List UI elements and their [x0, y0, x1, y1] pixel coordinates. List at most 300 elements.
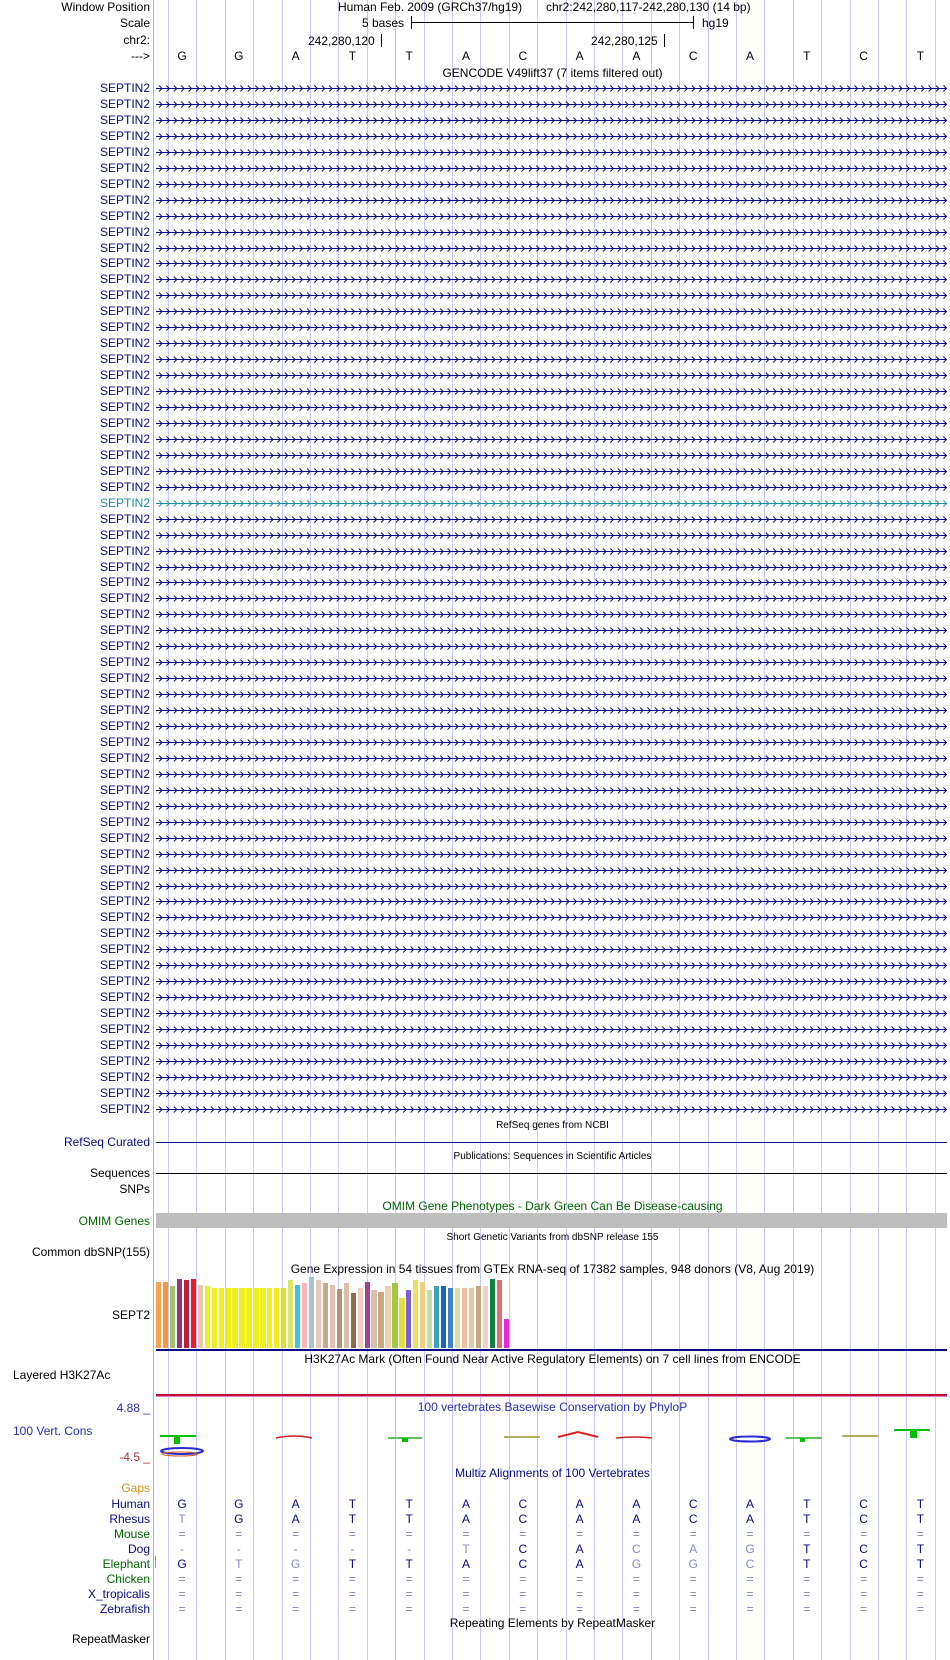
gencode-gene-label[interactable]: SEPTIN2: [99, 623, 150, 638]
alignment-base: =: [916, 1527, 924, 1541]
gencode-gene-label[interactable]: SEPTIN2: [99, 543, 150, 558]
species-label[interactable]: Zebrafish: [99, 1602, 150, 1616]
gtex-tissue-bar[interactable]: [191, 1279, 196, 1348]
gtex-bar-chart[interactable]: [156, 1276, 556, 1348]
alignment-base: =: [803, 1572, 811, 1586]
gtex-tissue-bar[interactable]: [385, 1286, 390, 1348]
base-letter: A: [575, 49, 584, 63]
gencode-gene-label[interactable]: SEPTIN2: [99, 942, 150, 957]
gtex-tissue-bar[interactable]: [434, 1286, 439, 1348]
alignment-base: -: [350, 1542, 355, 1556]
alignment-base: T: [916, 1497, 925, 1511]
gencode-gene-label[interactable]: SEPTIN2: [99, 782, 150, 797]
alignment-base: T: [916, 1512, 925, 1526]
gencode-transcript[interactable]: [156, 1104, 947, 1115]
gencode-transcript[interactable]: [156, 274, 947, 285]
gencode-transcript[interactable]: [156, 896, 947, 907]
gencode-gene-label[interactable]: SEPTIN2: [99, 336, 150, 351]
gtex-tissue-bar[interactable]: [497, 1280, 502, 1348]
gaps-label[interactable]: Gaps: [121, 1481, 150, 1495]
alignment-base: =: [235, 1527, 243, 1541]
gtex-tissue-bar[interactable]: [420, 1282, 425, 1348]
gtex-title[interactable]: Gene Expression in 54 tissues from GTEx RNA-seq of 17382 samples, 948 donors (V8, Aug 2019): [290, 1262, 815, 1276]
gencode-gene-label[interactable]: SEPTIN2: [99, 862, 150, 877]
gencode-transcript[interactable]: [156, 705, 947, 716]
gencode-gene-label[interactable]: SEPTIN2: [99, 687, 150, 702]
alignment-base: =: [746, 1602, 754, 1616]
gencode-transcript[interactable]: [156, 195, 947, 206]
alignment-base: =: [519, 1527, 527, 1541]
species-label[interactable]: Elephant: [102, 1557, 150, 1571]
gencode-transcript[interactable]: [156, 689, 947, 700]
gtex-tissue-bar[interactable]: [219, 1288, 224, 1348]
alignment-base: =: [746, 1572, 754, 1586]
gtex-tissue-bar[interactable]: [504, 1319, 509, 1348]
gtex-tissue-bar[interactable]: [156, 1282, 161, 1348]
assembly-text: Human Feb. 2009 (GRCh37/hg19): [338, 0, 523, 14]
alignment-base: G: [688, 1557, 698, 1571]
alignment-base: =: [632, 1602, 640, 1616]
gencode-transcript[interactable]: [156, 498, 947, 509]
gencode-transcript[interactable]: [156, 673, 947, 684]
gencode-gene-label[interactable]: SEPTIN2: [99, 431, 150, 446]
alignment-base: C: [518, 1542, 528, 1556]
gencode-transcript[interactable]: [156, 99, 947, 110]
gencode-transcript[interactable]: [156, 243, 947, 254]
alignment-base: =: [576, 1587, 584, 1601]
gtex-tissue-bar[interactable]: [239, 1288, 244, 1348]
alignment-base: T: [803, 1512, 811, 1526]
gencode-transcript[interactable]: [156, 593, 947, 604]
window-position-label: Window Position: [61, 0, 150, 14]
alignment-base: A: [632, 1497, 641, 1511]
gencode-gene-label[interactable]: SEPTIN2: [99, 272, 150, 287]
gencode-transcript[interactable]: [156, 147, 947, 158]
gtex-tissue-bar[interactable]: [226, 1288, 231, 1348]
gencode-gene-label[interactable]: SEPTIN2: [99, 112, 150, 127]
gencode-transcript[interactable]: [156, 115, 947, 126]
gencode-gene-label[interactable]: SEPTIN2: [99, 511, 150, 526]
alignment-base: T: [348, 1512, 357, 1526]
omim-title[interactable]: OMIM Gene Phenotypes - Dark Green Can Be Disease-causing: [382, 1199, 723, 1213]
alignment-base: =: [235, 1602, 243, 1616]
gtex-tissue-bar[interactable]: [260, 1288, 265, 1348]
gencode-transcript[interactable]: [156, 849, 947, 860]
alignment-base: A: [632, 1512, 641, 1526]
alignment-base: C: [632, 1542, 641, 1556]
alignment-base: =: [405, 1602, 413, 1616]
alignment-base: A: [291, 1512, 300, 1526]
gencode-transcript[interactable]: [156, 211, 947, 222]
gencode-transcript[interactable]: [156, 609, 947, 620]
alignment-base: -: [293, 1542, 298, 1556]
scale-text: 5 bases: [362, 16, 405, 30]
gencode-transcript[interactable]: [156, 1024, 947, 1035]
base-letter: A: [632, 49, 641, 63]
gencode-gene-label[interactable]: SEPTIN2: [99, 559, 150, 574]
phylop-label[interactable]: 100 Vert. Cons: [13, 1424, 93, 1438]
gtex-tissue-bar[interactable]: [344, 1283, 349, 1348]
gencode-gene-label[interactable]: SEPTIN2: [99, 224, 150, 239]
phylop-mark: [402, 1438, 408, 1442]
gtex-tissue-bar[interactable]: [288, 1280, 293, 1348]
species-label[interactable]: Mouse: [113, 1527, 150, 1541]
h3k27ac-title[interactable]: H3K27Ac Mark (Often Found Near Active Regulatory Elements) on 7 cell lines from ENCODE: [304, 1352, 801, 1366]
gencode-gene-label[interactable]: SEPTIN2: [99, 639, 150, 654]
gencode-gene-label[interactable]: SEPTIN2: [99, 384, 150, 399]
gencode-transcript[interactable]: [156, 450, 947, 461]
refseq-label[interactable]: RefSeq Curated: [63, 1135, 150, 1149]
alignment-base: =: [405, 1527, 413, 1541]
alignment-base: =: [519, 1587, 527, 1601]
gencode-gene-label[interactable]: SEPTIN2: [99, 830, 150, 845]
gencode-gene-label[interactable]: SEPTIN2: [99, 671, 150, 686]
gencode-gene-label[interactable]: SEPTIN2: [99, 894, 150, 909]
phylop-title[interactable]: 100 vertebrates Basewise Conservation by PhyloP: [417, 1400, 688, 1414]
gtex-tissue-bar[interactable]: [163, 1282, 168, 1348]
gencode-transcript[interactable]: [156, 721, 947, 732]
gencode-transcript[interactable]: [156, 881, 947, 892]
h3k27ac-signal-pink: [156, 1396, 947, 1397]
species-label[interactable]: Chicken: [106, 1572, 150, 1586]
gencode-transcript[interactable]: [156, 482, 947, 493]
gtex-tissue-bar[interactable]: [198, 1285, 203, 1348]
alignment-base: =: [576, 1602, 584, 1616]
gtex-tissue-bar[interactable]: [455, 1288, 460, 1348]
omim-feature-bar[interactable]: [156, 1213, 947, 1228]
gencode-gene-label[interactable]: SEPTIN2: [99, 750, 150, 765]
gencode-transcript[interactable]: [156, 817, 947, 828]
gencode-transcript[interactable]: [156, 338, 947, 349]
gencode-transcript[interactable]: [156, 227, 947, 238]
gencode-transcript[interactable]: [156, 625, 947, 636]
alignment-base: =: [235, 1587, 243, 1601]
alignment-base: =: [462, 1602, 470, 1616]
gtex-tissue-bar[interactable]: [267, 1288, 272, 1348]
gencode-gene-label[interactable]: SEPTIN2: [99, 192, 150, 207]
alignment-base: T: [178, 1512, 186, 1526]
gencode-gene-label[interactable]: SEPTIN2: [99, 1038, 150, 1052]
alignment-base: =: [803, 1602, 811, 1616]
publications-label[interactable]: Sequences: [89, 1166, 150, 1180]
gtex-tissue-bar[interactable]: [490, 1279, 495, 1348]
gtex-tissue-bar[interactable]: [246, 1288, 251, 1348]
elephant-gap-marker: [155, 1556, 156, 1568]
gencode-transcript[interactable]: [156, 402, 947, 413]
gtex-tissue-bar[interactable]: [448, 1288, 453, 1348]
alignment-base: C: [859, 1497, 868, 1511]
gtex-tissue-bar[interactable]: [462, 1288, 467, 1348]
gencode-transcript[interactable]: [156, 179, 947, 190]
gencode-transcript[interactable]: [156, 530, 947, 541]
gencode-gene-label[interactable]: SEPTIN2: [99, 1006, 150, 1021]
gencode-transcript[interactable]: [156, 434, 947, 445]
alignment-base: =: [803, 1527, 811, 1541]
phylop-max-label: 4.88 _: [116, 1401, 150, 1415]
gencode-transcript[interactable]: [156, 418, 947, 429]
alignment-base: -: [236, 1542, 241, 1556]
gencode-transcript[interactable]: [156, 657, 947, 668]
gtex-tissue-bar[interactable]: [330, 1285, 335, 1348]
base-letter: G: [234, 49, 244, 63]
dbsnp-label[interactable]: Common dbSNP(155): [31, 1245, 150, 1259]
gencode-gene-label[interactable]: SEPTIN2: [99, 575, 150, 590]
strand-label[interactable]: --->: [131, 49, 150, 63]
gtex-tissue-bar[interactable]: [212, 1288, 217, 1348]
alignment-base: =: [632, 1527, 640, 1541]
alignment-base: T: [803, 1542, 811, 1556]
coord-label-2: 242,280,125: [591, 34, 658, 48]
snps-label[interactable]: SNPs: [119, 1182, 150, 1196]
gencode-gene-label[interactable]: SEPTIN2: [99, 591, 150, 606]
gencode-gene-label[interactable]: SEPTIN2: [99, 527, 150, 542]
gencode-gene-label[interactable]: SEPTIN2: [99, 1085, 150, 1100]
gencode-gene-label[interactable]: SEPTIN2: [99, 958, 150, 973]
species-label[interactable]: Dog: [127, 1542, 150, 1556]
gencode-gene-label[interactable]: SEPTIN2: [99, 479, 150, 494]
refseq-title[interactable]: RefSeq genes from NCBI: [496, 1120, 609, 1131]
alignment-base: T: [916, 1542, 925, 1556]
repeatmasker-label[interactable]: RepeatMasker: [71, 1632, 150, 1646]
gencode-transcript[interactable]: [156, 546, 947, 557]
gtex-tissue-bar[interactable]: [170, 1286, 175, 1348]
publications-line[interactable]: [156, 1173, 947, 1174]
gencode-gene-label[interactable]: SEPTIN2: [99, 766, 150, 781]
gencode-gene-label[interactable]: SEPTIN2: [99, 878, 150, 893]
gencode-transcript[interactable]: [156, 1008, 947, 1019]
chrom-label: chr2:: [123, 33, 150, 47]
gencode-gene-label[interactable]: SEPTIN2: [99, 256, 150, 271]
gencode-transcript[interactable]: [156, 976, 947, 987]
gencode-gene-label[interactable]: SEPTIN2: [99, 798, 150, 813]
alignment-base: T: [405, 1512, 413, 1526]
gtex-tissue-bar[interactable]: [365, 1282, 370, 1348]
alignment-base: =: [178, 1602, 186, 1616]
gencode-transcript[interactable]: [156, 290, 947, 301]
gencode-gene-label[interactable]: SEPTIN2: [99, 655, 150, 670]
gencode-gene-label[interactable]: SEPTIN2: [99, 81, 150, 95]
alignment-base: =: [405, 1587, 413, 1601]
alignment-base: A: [461, 1557, 470, 1571]
gtex-tissue-bar[interactable]: [378, 1292, 383, 1348]
gencode-gene-label[interactable]: SEPTIN2: [99, 1069, 150, 1084]
alignment-base: T: [348, 1497, 357, 1511]
gtex-tissue-bar[interactable]: [371, 1290, 376, 1348]
gencode-transcript[interactable]: [156, 322, 947, 333]
gtex-tissue-bar[interactable]: [476, 1286, 481, 1348]
species-label[interactable]: X_tropicalis: [87, 1587, 150, 1601]
gencode-gene-label[interactable]: SEPTIN2: [99, 144, 150, 159]
gencode-transcript[interactable]: [156, 1088, 947, 1099]
alignment-base: A: [745, 1512, 754, 1526]
species-label[interactable]: Rhesus: [109, 1512, 150, 1526]
gencode-transcript[interactable]: [156, 737, 947, 748]
phylop-mark: [800, 1438, 805, 1442]
alignment-base: C: [688, 1497, 698, 1511]
gencode-gene-label[interactable]: SEPTIN2: [99, 288, 150, 303]
gencode-transcript[interactable]: [156, 306, 947, 317]
alignment-base: =: [462, 1572, 470, 1586]
gencode-transcript[interactable]: [156, 1040, 947, 1051]
coord-tick-1: [381, 34, 382, 47]
gencode-gene-label[interactable]: SEPTIN2: [99, 320, 150, 335]
gencode-gene-label[interactable]: SEPTIN2: [99, 447, 150, 462]
gencode-transcript[interactable]: [156, 641, 947, 652]
gencode-gene-label[interactable]: SEPTIN2: [99, 607, 150, 622]
species-label[interactable]: Human: [111, 1497, 150, 1511]
gtex-label[interactable]: SEPT2: [111, 1308, 150, 1322]
gencode-transcript[interactable]: [156, 1072, 947, 1083]
gencode-gene-label[interactable]: SEPTIN2: [99, 368, 150, 383]
alignment-base: C: [518, 1512, 528, 1526]
gencode-gene-label[interactable]: SEPTIN2: [99, 208, 150, 223]
gencode-gene-label[interactable]: SEPTIN2: [99, 495, 150, 510]
alignment-base: =: [689, 1587, 697, 1601]
alignment-base: -: [407, 1542, 412, 1556]
gencode-transcript[interactable]: [156, 577, 947, 588]
gtex-tissue-bar[interactable]: [351, 1293, 356, 1348]
gtex-tissue-bar[interactable]: [358, 1288, 363, 1348]
gencode-gene-label[interactable]: SEPTIN2: [99, 1101, 150, 1116]
gencode-gene-label[interactable]: SEPTIN2: [99, 1053, 150, 1068]
gencode-gene-label[interactable]: SEPTIN2: [99, 176, 150, 191]
gencode-gene-label[interactable]: SEPTIN2: [99, 400, 150, 414]
gtex-tissue-bar[interactable]: [483, 1286, 488, 1348]
gencode-transcript[interactable]: [156, 801, 947, 812]
gtex-tissue-bar[interactable]: [253, 1288, 258, 1348]
gencode-gene-label[interactable]: SEPTIN2: [99, 160, 150, 175]
gtex-tissue-bar[interactable]: [406, 1290, 411, 1348]
alignment-base: C: [859, 1542, 868, 1556]
phylop-wiggle[interactable]: [156, 1420, 947, 1462]
gencode-gene-label[interactable]: SEPTIN2: [99, 96, 150, 111]
gencode-transcript[interactable]: [156, 562, 947, 573]
gencode-transcript[interactable]: [156, 785, 947, 796]
gtex-tissue-bar[interactable]: [177, 1279, 182, 1348]
gtex-tissue-bar[interactable]: [205, 1286, 210, 1348]
multiz-title[interactable]: Multiz Alignments of 100 Vertebrates: [455, 1466, 650, 1480]
gtex-tissue-bar[interactable]: [295, 1285, 300, 1348]
gencode-gene-label[interactable]: SEPTIN2: [99, 910, 150, 925]
gencode-transcript[interactable]: [156, 992, 947, 1003]
coord-tick-2: [664, 34, 665, 47]
gencode-transcript[interactable]: [156, 928, 947, 939]
alignment-base: G: [234, 1512, 244, 1526]
repeatmasker-title[interactable]: Repeating Elements by RepeatMasker: [449, 1616, 656, 1630]
gencode-gene-label[interactable]: SEPTIN2: [99, 926, 150, 941]
alignment-base: A: [745, 1497, 754, 1511]
alignment-base: C: [745, 1557, 755, 1571]
gencode-gene-label[interactable]: SEPTIN2: [99, 352, 150, 367]
gencode-gene-label[interactable]: SEPTIN2: [99, 415, 150, 430]
alignment-base: =: [860, 1527, 868, 1541]
gencode-gene-label[interactable]: SEPTIN2: [99, 974, 150, 989]
alignment-base: A: [575, 1557, 584, 1571]
alignment-base: =: [519, 1602, 527, 1616]
gencode-gene-label[interactable]: SEPTIN2: [99, 814, 150, 829]
gtex-tissue-bar[interactable]: [281, 1288, 286, 1348]
alignment-base: A: [291, 1497, 300, 1511]
gencode-transcript[interactable]: [156, 466, 947, 477]
gencode-gene-label[interactable]: SEPTIN2: [99, 1022, 150, 1037]
base-letter: T: [803, 49, 811, 63]
dbsnp-title[interactable]: Short Genetic Variants from dbSNP release 155: [446, 1232, 659, 1243]
gencode-gene-label[interactable]: SEPTIN2: [99, 240, 150, 255]
alignment-base: G: [745, 1542, 755, 1556]
gtex-tissue-bar[interactable]: [469, 1288, 474, 1348]
gtex-tissue-bar[interactable]: [302, 1283, 307, 1348]
phylop-min-label: -4.5 _: [119, 1450, 150, 1464]
gtex-tissue-bar[interactable]: [274, 1288, 279, 1348]
alignment-base: G: [177, 1557, 187, 1571]
base-letter: G: [177, 49, 187, 63]
gtex-tissue-bar[interactable]: [323, 1283, 328, 1348]
gtex-tissue-bar[interactable]: [392, 1283, 397, 1348]
gencode-gene-label[interactable]: SEPTIN2: [99, 990, 150, 1005]
alignment-base: =: [348, 1527, 356, 1541]
gtex-tissue-bar[interactable]: [316, 1280, 321, 1348]
gencode-transcript[interactable]: [156, 514, 947, 525]
omim-label[interactable]: OMIM Genes: [78, 1214, 150, 1228]
gencode-title[interactable]: GENCODE V49lift37 (7 items filtered out): [442, 66, 663, 80]
gtex-tissue-bar[interactable]: [427, 1290, 432, 1348]
alignment-base: A: [689, 1542, 698, 1556]
gencode-gene-label[interactable]: SEPTIN2: [99, 128, 150, 143]
alignment-base: C: [859, 1512, 868, 1526]
h3k27ac-label[interactable]: Layered H3K27Ac: [13, 1368, 111, 1382]
gtex-tissue-bar[interactable]: [184, 1280, 189, 1348]
gencode-gene-label[interactable]: SEPTIN2: [99, 734, 150, 749]
gencode-transcript[interactable]: [156, 131, 947, 142]
gtex-tissue-bar[interactable]: [441, 1286, 446, 1348]
gencode-transcript[interactable]: [156, 833, 947, 844]
gencode-transcript[interactable]: [156, 1056, 947, 1067]
alignment-base: G: [290, 1557, 301, 1571]
base-letter: T: [348, 49, 357, 63]
publications-title[interactable]: Publications: Sequences in Scientific Articles: [453, 1151, 652, 1162]
gencode-transcript[interactable]: [156, 83, 947, 94]
gencode-gene-label[interactable]: SEPTIN2: [99, 304, 150, 319]
gtex-tissue-bar[interactable]: [337, 1289, 342, 1348]
gencode-transcript[interactable]: [156, 370, 947, 381]
gtex-tissue-bar[interactable]: [232, 1288, 237, 1348]
alignment-base: -: [180, 1542, 184, 1556]
alignment-base: A: [575, 1542, 584, 1556]
gencode-transcript[interactable]: [156, 865, 947, 876]
gencode-transcript[interactable]: [156, 354, 947, 365]
alignment-base: A: [461, 1512, 470, 1526]
gencode-gene-label[interactable]: SEPTIN2: [99, 846, 150, 861]
gencode-transcript[interactable]: [156, 163, 947, 174]
gtex-tissue-bar[interactable]: [399, 1298, 404, 1348]
gencode-transcript[interactable]: [156, 258, 947, 269]
gencode-transcript[interactable]: [156, 386, 947, 397]
gencode-transcript[interactable]: [156, 960, 947, 971]
refseq-gene-line[interactable]: [156, 1142, 947, 1143]
gencode-transcript[interactable]: [156, 912, 947, 923]
alignment-base: A: [575, 1512, 584, 1526]
phylop-mark: [910, 1430, 917, 1438]
gencode-gene-label[interactable]: SEPTIN2: [99, 703, 150, 718]
gencode-gene-label[interactable]: SEPTIN2: [99, 719, 150, 733]
gtex-tissue-bar[interactable]: [309, 1277, 314, 1348]
gtex-tissue-bar[interactable]: [413, 1280, 418, 1348]
gencode-transcript[interactable]: [156, 753, 947, 764]
gencode-gene-label[interactable]: SEPTIN2: [99, 463, 150, 478]
alignment-base: =: [178, 1527, 186, 1541]
gencode-transcript[interactable]: [156, 769, 947, 780]
gencode-transcript[interactable]: [156, 944, 947, 955]
